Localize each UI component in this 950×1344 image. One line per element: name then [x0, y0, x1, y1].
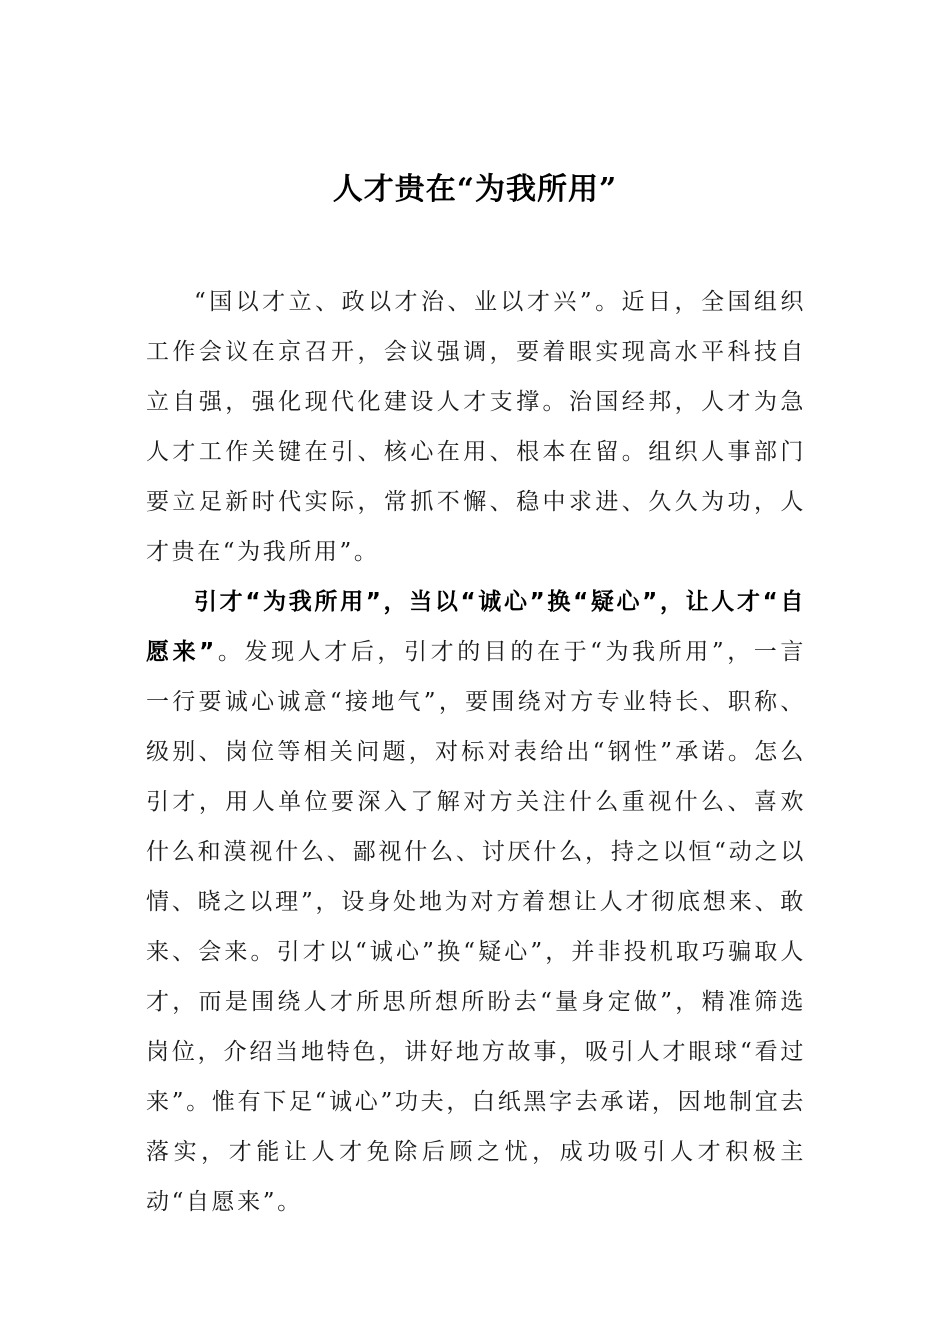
paragraph-intro: “国以才立、政以才治、业以才兴”。近日，全国组织工作会议在京召开，会议强调，要着眼实现高水平科技自立自强，强化现代化建设人才支撑。治国经邦，人才为急人才工作关键在引、核心在用、根本在留。组织人事部门要立足新时代实际，常抓不懈、稳中求进、久久为功，人才贵在“为我所用”。 [146, 289, 806, 565]
article-body [146, 277, 806, 1227]
paragraph-lead-heading: 引才“为我所用”，当以“诚心”换“疑心”，让人才“自愿来” [146, 589, 806, 665]
article-title: 人才贵在“为我所用” [332, 172, 618, 207]
paragraph-body-text: 。发现人才后，引才的目的在于“为我所用”，一言一行要诚心诚意“接地气”，要围绕对方专业特长、职称、级别、岗位等相关问题，对标对表给出“钢性”承诺。怎么引才，用人单位要深入了解对方关注什么重视什么、喜欢什么和漠视什么、鄙视什么、讨厌什么，持之以恒“动之以情、晓之以理”，设身处地为对方着想让人才彻底想来、敢来、会来。引才以“诚心”换“疑心”，并非投机取巧骗取人才，而是围绕人才所思所想所盼去“量身定做”，精准筛选岗位，介绍当地特色，讲好地方故事，吸引人才眼球“看过来”。惟有下足“诚心”功夫，白纸黑字去承诺，因地制宜去落实，才能让人才免除后顾之忧，成功吸引人才积极主动“自愿来”。 [146, 639, 806, 1215]
paragraph-talent-attraction [146, 577, 806, 1227]
